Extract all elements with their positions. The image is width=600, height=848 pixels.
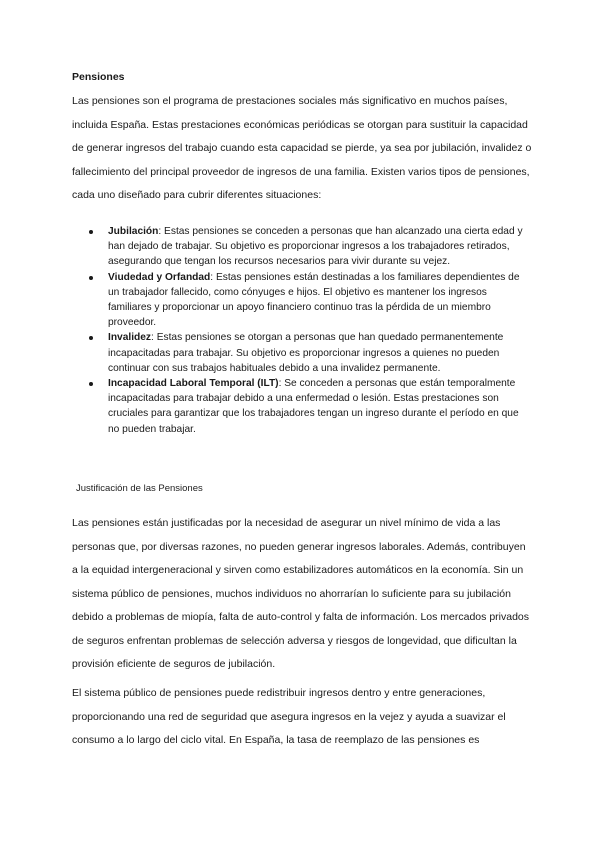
list-item-term: Viudedad y Orfandad <box>108 271 211 283</box>
section-heading: Justificación de las Pensiones <box>76 483 203 494</box>
justification-paragraph-1: Las pensiones están justificadas por la necesidad de asegurar un nivel mínimo de vida a las personas que, por diversas razones, no pueden generar ingresos laborales. Además, contribuyen a la equidad intergeneracional y sirven como estabilizadores automáticos en la economía. Sin un sistema público de pensiones, muchos individuos no ahorrarían lo suficiente para su jubilación debido a problemas de miopía, falta de auto-control y falta de información. Los mercados privados de seguros enfrentan problemas de selección adversa y riesgos de longevidad, que dificultan la provisión eficiente de seguros de jubilación. <box>72 517 530 670</box>
list-item <box>72 376 532 437</box>
list-item-term: Jubilación <box>108 226 159 237</box>
list-item-term: Incapacidad Laboral Temporal (ILT) <box>108 378 279 390</box>
list-item <box>72 224 532 270</box>
pension-types-list <box>72 224 532 437</box>
list-item <box>72 270 532 331</box>
page-title: Pensiones <box>72 71 125 83</box>
justification-paragraph-2: El sistema público de pensiones puede redistribuir ingresos dentro y entre generaciones, proporcionando una red de seguridad que asegura ingresos en la vejez y ayuda a suavizar el consumo a lo largo del ciclo vital. En España, la tasa de reemplazo de las pensiones es <box>72 687 506 746</box>
list-item-term: Invalidez <box>108 332 152 344</box>
list-item <box>72 330 532 376</box>
intro-paragraph: Las pensiones son el programa de prestaciones sociales más significativo en muchos países, incluida España. Estas prestaciones económicas periódicas se otorgan para sustituir la capacidad de generar ingresos del trabajo cuando esta capacidad se pierde, ya sea por jubilación, invalidez o fallecimiento del principal proveedor de ingresos de una familia. Existen varios tipos de pensiones, cada uno diseñado para cubrir diferentes situaciones: <box>72 95 532 201</box>
list-item-text: : Estas pensiones están destinadas a los familiares dependientes de un trabajador fallecido, como cónyuges e hijos. El objetivo es mantener los ingresos familiares y proporcionar un apoyo financiero continuo tras la pérdida de un miembro proveedor. <box>108 271 520 329</box>
list-item-text: : Estas pensiones se otorgan a personas que han quedado permanentemente incapacitadas para trabajar. Su objetivo es proporcionar ingresos a quienes no pueden continuar con sus trabajos habituales debido a una invalidez permanente. <box>108 332 504 374</box>
list-item-text: : Se conceden a personas que están temporalmente incapacitadas para trabajar debido a una enfermedad o lesión. Estas prestaciones son cruciales para garantizar que los trabajadores tengan un ingreso durante el período en que no pueden trabajar. <box>108 378 519 435</box>
list-item-text: : Estas pensiones se conceden a personas que han alcanzado una cierta edad y han dejado de trabajar. Su objetivo es proporcionar ingresos a los trabajadores retirados, asegurando que tengan los recursos necesarios para vivir durante su vejez. <box>108 226 523 268</box>
